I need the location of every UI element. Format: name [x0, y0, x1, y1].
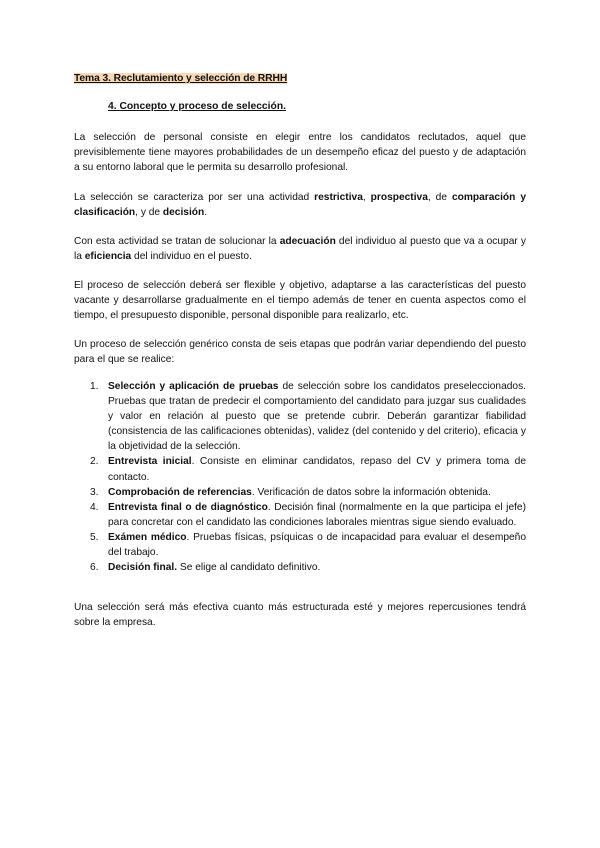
step-title: Decisión final.	[108, 562, 178, 574]
step-title: Exámen médico	[108, 531, 187, 543]
list-item	[74, 485, 526, 500]
keyword-comparacion: comparación y clasificación	[74, 192, 526, 219]
list-item	[74, 454, 526, 484]
text-run: La selección se caracteriza por ser una actividad	[74, 192, 315, 203]
keyword-eficiencia: eficiencia	[84, 251, 132, 263]
keyword-restrictiva: restrictiva	[314, 192, 363, 203]
step-text: . Pruebas físicas, psíquicas o de incapacidad para evaluar el desempeño del trabajo.	[108, 531, 526, 559]
text-run: Con esta actividad se tratan de solucionar la	[74, 236, 280, 247]
step-title: Entrevista inicial	[108, 456, 192, 468]
keyword-adecuacion: adecuación	[279, 236, 336, 247]
list-item	[74, 530, 526, 560]
paragraph-purpose	[74, 234, 526, 264]
keyword-decision: decisión	[162, 207, 205, 219]
text-run: , de	[427, 192, 452, 203]
list-number: 3.	[90, 486, 99, 498]
step-text: de selección sobre los candidatos preseleccionados. Pruebas que tratan de predecir el comportamiento del candidato para juzgar sus cualidades y valor en relación al puesto que se pretende cubrir. Deberán garantizar fiabilidad (consistencia de las calificaciones obtenidas), validez (del contenido y del criterio), eficacia y la objetividad de la selección.	[108, 381, 526, 453]
step-title: Entrevista final o de diagnóstico	[108, 501, 268, 513]
list-item	[74, 560, 526, 575]
step-text: . Decisión final (normalmente en la que participa el jefe) para concretar con el candidato las condiciones laborales mientras sigue siendo evaluado.	[108, 501, 526, 528]
paragraph-definition: La selección de personal consiste en elegir entre los candidatos reclutados, aquel que previsiblemente tiene mayores probabilidades de un desempeño eficaz del puesto y de adaptación a su entorno laboral que le permita su desarrollo profesional.	[74, 132, 526, 174]
paragraph-process: El proceso de selección deberá ser flexible y objetivo, adaptarse a las características del puesto vacante y desarrollarse gradualmente en el tiempo además de tener en cuenta aspectos como el tiempo, el presupuesto disponible, personal disponible para realizarlo, etc.	[74, 280, 526, 322]
step-text: Se elige al candidato definitivo.	[177, 562, 321, 574]
list-number: 4.	[90, 501, 99, 513]
text-run: del individuo en el puesto.	[131, 251, 252, 263]
section-title: 4. Concepto y proceso de selección.	[108, 101, 286, 112]
paragraph-stages-intro: Un proceso de selección genérico consta de seis etapas que podrán variar dependiendo del puesto para el que se realice:	[74, 339, 526, 366]
text-run: del individuo al puesto que va a ocupar y la	[74, 236, 526, 263]
topic-title: Tema 3. Reclutamiento y selección de RRHH	[74, 73, 288, 84]
text-run: .	[204, 207, 208, 219]
step-title: Selección y aplicación de pruebas	[108, 381, 279, 392]
list-number: 1.	[90, 381, 99, 392]
text-run: ,	[362, 192, 371, 203]
paragraph-characteristics	[74, 190, 526, 220]
stages-list	[74, 379, 526, 575]
list-item	[74, 379, 526, 454]
step-title: Comprobación de referencias	[108, 486, 252, 498]
step-text: . Consiste en eliminar candidatos, repaso del CV y primera toma de contacto.	[108, 456, 526, 483]
keyword-prospectiva: prospectiva	[370, 192, 428, 203]
list-number: 6.	[90, 562, 99, 574]
text-run: , y de	[135, 207, 163, 219]
list-number: 2.	[90, 456, 99, 468]
list-item	[74, 500, 526, 530]
paragraph-conclusion: Una selección será más efectiva cuanto más estructurada esté y mejores repercusiones tendrá sobre la empresa.	[74, 602, 526, 629]
list-number: 5.	[90, 531, 99, 543]
step-text: . Verificación de datos sobre la información obtenida.	[251, 486, 491, 498]
